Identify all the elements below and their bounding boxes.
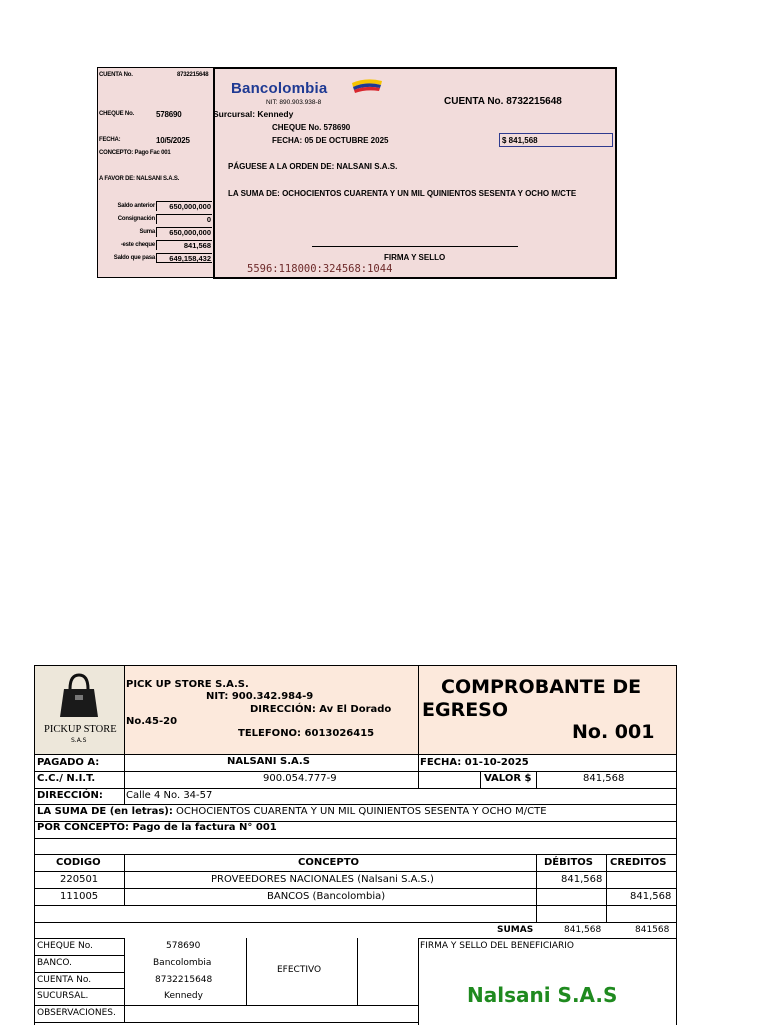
suma-label: LA SUMA DE (en letras): <box>37 806 173 817</box>
cheque-fecha: FECHA: 05 DE OCTUBRE 2025 <box>272 136 389 145</box>
cheque-suma: LA SUMA DE: OCHOCIENTOS CUARENTA Y UN MIL QUINIENTOS SESENTA Y OCHO M/CTE <box>228 189 577 198</box>
direccion-label: DIRECCIÓN: <box>37 790 103 801</box>
bank-nit: NIT: 890.903.938-8 <box>266 99 322 106</box>
sumas-credito: 841568 <box>635 925 670 935</box>
suma-letras <box>37 806 547 817</box>
handbag-icon <box>54 671 104 721</box>
direccion-value: Calle 4 No. 34-57 <box>126 790 213 801</box>
stub-row-label: Saldo que pasa <box>113 255 155 261</box>
pagado-value: NALSANI S.A.S <box>227 756 310 767</box>
company-direccion: DIRECCIÓN: Av El Dorado <box>250 704 392 715</box>
stub-cheque-label: CHEQUE No. <box>99 111 135 117</box>
cheque-sucursal: Surcursal: Kennedy <box>213 109 294 119</box>
voucher-number: No. 001 <box>572 721 655 743</box>
cheque-label: CHEQUE No. <box>37 941 93 951</box>
voucher-title <box>418 666 676 754</box>
stub-fecha-value: 10/5/2025 <box>156 136 190 145</box>
stub-fecha-label: FECHA: <box>99 137 121 143</box>
row-concepto: BANCOS (Bancolombia) <box>267 891 386 902</box>
company-number: No.45-20 <box>126 716 178 727</box>
stub-row-value: 650,000,000 <box>156 227 212 237</box>
col-concepto: CONCEPTO <box>298 857 360 868</box>
observaciones-label: OBSERVACIONES. <box>37 1008 116 1018</box>
fecha: FECHA: 01-10-2025 <box>420 757 529 768</box>
cheque-amount: $ 841,568 <box>499 133 613 147</box>
cc-label: C.C./ N.I.T. <box>37 773 96 784</box>
row-concepto: PROVEEDORES NACIONALES (Nalsani S.A.S.) <box>211 874 434 885</box>
company-telefono: TELEFONO: 6013026415 <box>238 728 375 739</box>
stub-row-label: Saldo anterior <box>117 203 155 209</box>
company-nit: NIT: 900.342.984-9 <box>206 691 314 702</box>
sumas-debito: 841,568 <box>564 925 602 935</box>
cc-value: 900.054.777-9 <box>263 773 337 784</box>
cheque-stub <box>97 67 214 278</box>
bancolombia-flag-icon <box>350 79 384 95</box>
stub-row-label: Consignación <box>117 216 155 222</box>
efectivo-label: EFECTIVO <box>277 965 322 975</box>
firma-beneficiario: FIRMA Y SELLO DEL BENEFICIARIO <box>420 941 574 951</box>
company-name: PICK UP STORE S.A.S. <box>126 679 249 690</box>
valor-value: 841,568 <box>583 773 625 784</box>
stub-cheque-value: 578690 <box>156 110 182 119</box>
cheque-firma: FIRMA Y SELLO <box>384 253 446 262</box>
banco-label: BANCO. <box>37 958 72 968</box>
concepto: POR CONCEPTO: Pago de la factura N° 001 <box>37 822 277 833</box>
title-line2: EGRESO <box>422 699 509 721</box>
bank-logo <box>231 79 381 99</box>
stub-row-label: Suma <box>139 229 155 235</box>
cheque-value: 578690 <box>166 941 201 951</box>
suma-value: OCHOCIENTOS CUARENTA Y UN MIL QUINIENTOS SESENTA Y OCHO M/CTE <box>172 806 547 817</box>
banco-value: Bancolombia <box>153 958 212 968</box>
sucursal-value: Kennedy <box>164 991 203 1001</box>
company-info <box>124 666 418 754</box>
comprobante-egreso <box>34 665 677 1025</box>
stub-row-value: 650,000,000 <box>156 201 212 211</box>
stub-cuenta-label: CUENTA No. <box>99 72 133 78</box>
col-debitos: DÉBITOS <box>544 857 593 868</box>
logo-sub: S.A.S <box>71 737 87 744</box>
valor-label: VALOR $ <box>484 773 532 784</box>
stub-row-value: 0 <box>156 214 212 224</box>
col-codigo: CODIGO <box>56 857 101 868</box>
stub-row-value: 841,568 <box>156 240 212 250</box>
bank-name: Bancolombia <box>231 80 328 97</box>
cuenta-value: 8732215648 <box>155 975 213 985</box>
micr-line: 5596:118000:324568:1044 <box>247 263 393 275</box>
pagado-label: PAGADO A: <box>37 757 100 768</box>
stub-row-value: 649,158,432 <box>156 253 212 263</box>
row-credito: 841,568 <box>630 891 672 902</box>
cuenta-label: CUENTA No. <box>37 975 92 985</box>
sumas-label: SUMAS <box>497 925 534 935</box>
signature-line <box>312 246 518 247</box>
row-codigo: 111005 <box>60 891 99 902</box>
company-logo <box>35 666 124 754</box>
sucursal-label: SUCURSAL. <box>37 991 89 1001</box>
col-creditos: CREDITOS <box>610 857 667 868</box>
cheque-number: CHEQUE No. 578690 <box>272 123 351 132</box>
stub-row-label: -este cheque <box>120 242 155 248</box>
row-debito: 841,568 <box>561 874 603 885</box>
cheque-cuenta: CUENTA No. 8732215648 <box>444 96 562 107</box>
stub-cuenta-value: 8732215648 <box>177 72 209 78</box>
beneficiary-signature: Nalsani S.A.S <box>467 983 618 1007</box>
logo-text: PICKUP STORE <box>44 724 117 735</box>
cheque-paguese: PÁGUESE A LA ORDEN DE: NALSANI S.A.S. <box>228 162 398 171</box>
stub-favor: A FAVOR DE: NALSANI S.A.S. <box>99 176 180 182</box>
cheque <box>213 67 617 279</box>
title-line1: COMPROBANTE DE <box>441 676 642 698</box>
row-codigo: 220501 <box>60 874 99 885</box>
stub-concepto: CONCEPTO: Pago Fac 001 <box>99 150 171 156</box>
